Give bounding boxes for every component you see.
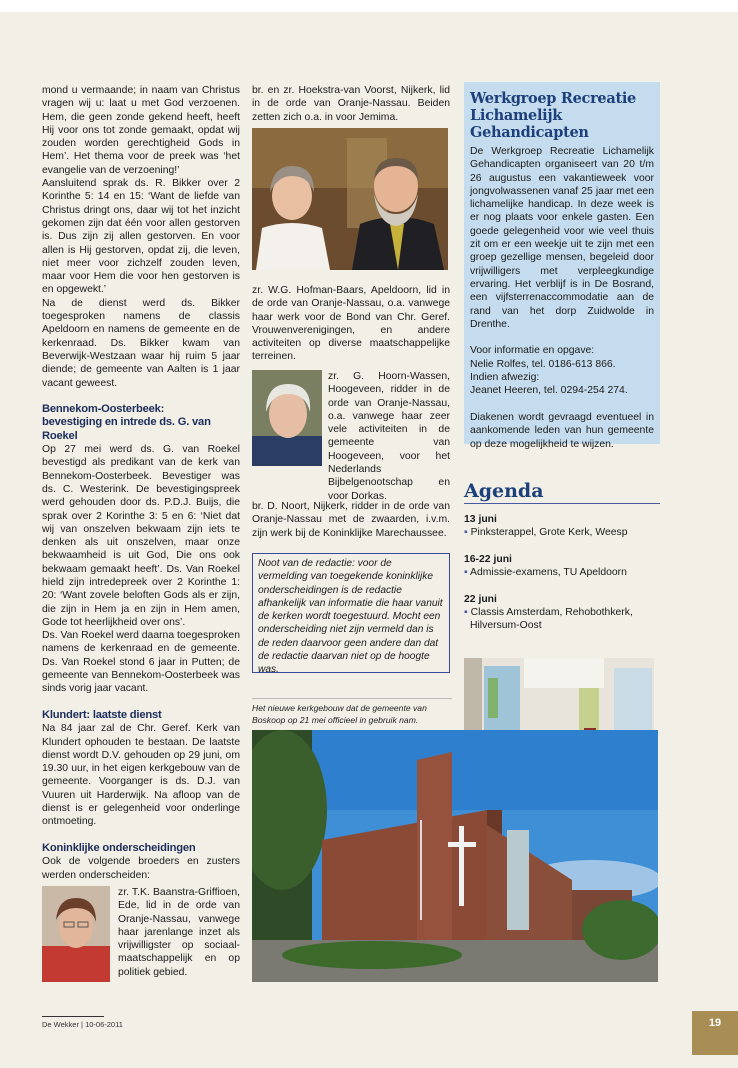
agenda-list — [464, 513, 664, 633]
heading-onderscheidingen: Koninklijke onderscheidingen — [42, 841, 196, 854]
agenda-date: 13 juni — [464, 514, 497, 525]
agenda-date: 22 juni — [464, 593, 497, 605]
column-middle-top — [252, 84, 450, 124]
sidebar-title: Werkgroep Recreatie Lichamelijk Gehandicapten — [470, 90, 636, 141]
agenda-item-continued: Hilversum-Oost — [470, 620, 542, 632]
heading-bennekom: Bennekom-Oosterbeek: — [42, 403, 165, 416]
page-top-band — [0, 0, 738, 12]
bullet-icon: ▪ — [464, 527, 468, 539]
heading-klundert: Klundert: laatste dienst — [42, 708, 162, 721]
column-left — [42, 84, 240, 882]
text-baanstra — [118, 886, 240, 979]
paragraph: Op 27 mei werd ds. G. van Roekel bevestigd als predikant van de kerk van Bennekom-Oosterbeek. Bevestiger was ds. C. Westerink. De bevestigingspreek werd gehouden door ds. P.D.J. Buijs, die sprak over 2 Korinthe 3: 5 en 6: ‘Niet dat wij van onszelven bekwaam zijn iets te denken als uit onszelven, maar onze bekwaamheid is uit God, Die ons ook bekwaam gemaakt heeft’. Ds. Van Roekel hield zijn intredepreek over 2 Korinthe 1: 20: ‘Want zovele beloften Gods als er zijn, die zijn in Hem ja en zijn in Hem amen, Gode tot heerlijkheid over ons’. — [42, 444, 240, 628]
heading-bennekom-sub: bevestiging en intrede ds. G. van Roekel — [42, 416, 211, 442]
paragraph: Ook de volgende broeders en zusters werden onderscheiden: — [42, 856, 240, 881]
agenda-item — [464, 606, 664, 619]
agenda-item-text: Classis Amsterdam, Rehobothkerk, — [470, 607, 633, 619]
paragraph: zr. T.K. Baanstra-Griffioen, Ede, lid in de orde van Oranje-Nassau, vanwege haar jarenlange inzet als vrijwilligster op sociaal-maatschappelijk en op politiek gebied. — [118, 887, 240, 978]
agenda-item — [464, 566, 664, 579]
photo-hoekstra-couple — [252, 128, 448, 270]
page-number: 19 — [692, 1011, 738, 1055]
paragraph: Aansluitend sprak ds. R. Bikker over 2 Korinthe 5: 14 en 15: ‘Want de liefde van Christus dringt ons, daar wij tot het inzicht gekomen zijn dat één voor allen gestorven is. Dus zijn zij allen gestorven. En voor allen is Hij gestorven, opdat zij, die leven, niet meer voor zichzelf zouden leven, maar voor Hem die voor hen gestorven is en opgewekt.’ — [42, 178, 240, 296]
sidebar-info-line: Nelie Rolfes, tel. 0186-613 866. — [470, 358, 616, 370]
bullet-icon: ▪ — [464, 607, 468, 619]
sidebar-info-line: Indien afwezig: — [470, 372, 540, 384]
paragraph: br. D. Noort, Nijkerk, ridder in de orde van Oranje-Nassau met de zwaarden, i.v.m. zijn werk bij de Koninklijke Marechaussee. — [252, 501, 450, 539]
paragraph: zr. G. Hoorn-Wassen, Hoogeveen, ridder in de orde van Oranje-Nassau, o.a. vanwege haar zeer vele activiteiten in de gemeente van Hoogeveen, voor het Nederlands Bijbelgenootschap en voor Dorkas. — [328, 371, 450, 502]
column-middle-hofman — [252, 284, 450, 364]
photo-church-exterior — [252, 730, 658, 982]
sidebar-box-werkgroep — [464, 82, 660, 450]
paragraph: Ds. Van Roekel werd daarna toegesproken namens de kerkenraad en de gemeente. Ds. Van Roekel stond 6 jaar in Putten; de gemeente van Bennekom-Oosterbeek was sinds vorig jaar vacant. — [42, 630, 240, 695]
photo-caption: Het nieuwe kerkgebouw dat de gemeente van Boskoop op 21 mei officieel in gebruik nam. — [252, 698, 452, 726]
sidebar-paragraph: De Werkgroep Recreatie Lichamelijk Gehandicapten organiseert van 20 t/m 26 augustus een vakantieweek voor jongvolwassenen vanaf 25 jaar met een lichamelijke handicap. In deze week is er nog plaats voor enkele gasten. Een goede gelegenheid voor wie veel thuis zit om er een weekje uit te zijn met een groep gezellige mensen, begeleid door vrijwilligers met verpleegkundige ervaring. Het verblijf is in De Bosrand, een vijfsterrenaccommodatie aan de rand van het dorp Zuidwolde in Drenthe. — [470, 146, 654, 330]
bullet-icon: ▪ — [464, 567, 468, 579]
agenda-item-text: Pinksterappel, Grote Kerk, Weesp — [470, 527, 628, 539]
footer-publication: De Wekker | 10-06-2011 — [42, 1020, 123, 1029]
agenda-item — [464, 526, 664, 539]
paragraph: Na 84 jaar zal de Chr. Geref. Kerk van Klundert ophouden te bestaan. De laatste dienst wordt D.V. gehouden op 29 juni, om 19.30 uur, in het eigen kerkgebouw van de gemeente. Voorganger is ds. D.J. van Vuuren uit Harderwijk. Na afloop van de dienst is er gelegenheid voor onderlinge ontmoeting. — [42, 723, 240, 828]
paragraph: br. en zr. Hoekstra-van Voorst, Nijkerk, lid in de orde van Oranje-Nassau. Beiden zetten zich o.a. in voor Jemima. — [252, 85, 450, 123]
sidebar-paragraph: Diakenen wordt gevraagd eventueel in aankomende leden van hun gemeente op deze mogelijkheid te wijzen. — [470, 411, 654, 450]
portrait-hoorn-photo — [252, 370, 322, 466]
sidebar-info-line: Jeanet Heeren, tel. 0294-254 274. — [470, 385, 628, 397]
editor-note-box — [252, 553, 450, 676]
column-middle-noort — [252, 500, 450, 540]
text-hoorn — [328, 370, 450, 503]
agenda-item-text: Admissie-examens, TU Apeldoorn — [470, 567, 627, 579]
agenda-title: Agenda — [464, 480, 660, 504]
footer-rule — [42, 1016, 104, 1017]
agenda-date: 16-22 juni — [464, 553, 512, 565]
paragraph: zr. W.G. Hofman-Baars, Apeldoorn, lid in de orde van Oranje-Nassau, o.a. vanwege haar werk voor de Bond van Chr. Geref. Vrouwenverenigingen, en andere activiteiten op diverse maatschappelijke terreinen. — [252, 285, 450, 363]
sidebar-info-line: Voor informatie en opgave: — [470, 345, 595, 357]
editor-note-text: Noot van de redactie: voor de vermelding van toegekende koninklijke onderscheidingen is de redactie afhankelijk van informatie die haar vanuit de kerken wordt toegestuurd. Mocht een onderscheiding niet zijn vermeld dan is de reden daarvoor geen andere dan dat de redactie daarvan niet op de hoogte was. — [258, 558, 443, 676]
portrait-baanstra-photo — [42, 886, 110, 982]
paragraph: Na de dienst werd ds. Bikker toegesproken namens de classis Apeldoorn en namens de gemeente en de kerkenraad. Ds. Bikker kwam van Beverwijk-Westzaan waar hij ruim 5 jaar diende; de gemeente van Aalten is 1 jaar vacant geweest. — [42, 297, 240, 389]
paragraph: mond u vermaande; in naam van Christus vragen wij u: laat u met God verzoenen. Hem, die geen zonde gekend heeft, heeft Hij voor ons tot zonde gemaakt, opdat wij zouden worden gerechtigheid Gods in Hem’. Het thema voor de preek was ‘het evangelie van de verzoening!’ — [42, 85, 240, 176]
